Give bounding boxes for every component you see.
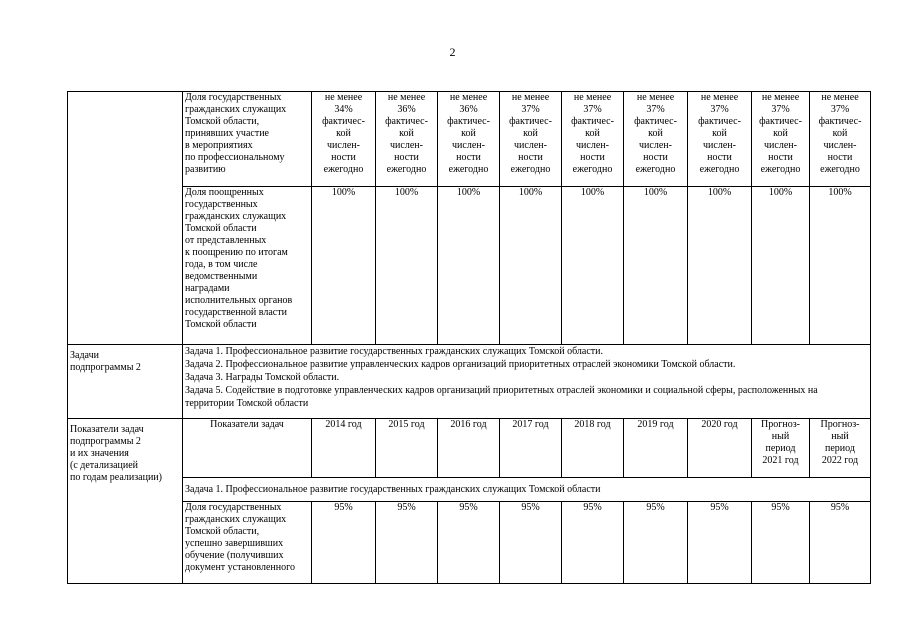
year-header: 2015 год (376, 419, 438, 478)
value-cell: 95% (562, 502, 624, 584)
indicators-label: Показатели задач подпрограммы 2 и их значения (с детализацией по годам реализации) (68, 419, 183, 584)
value-cell: 95% (810, 502, 871, 584)
value-cell: 100% (624, 187, 688, 345)
year-header: 2020 год (688, 419, 752, 478)
value-cell: не менее 36% фактичес- кой числен- ности ежегодно (376, 92, 438, 187)
passport-table (67, 91, 871, 584)
value-cell: 95% (376, 502, 438, 584)
value-cell: 100% (810, 187, 871, 345)
year-header: 2014 год (312, 419, 376, 478)
task-item: Задача 5. Содействие в подготовке управленческих кадров организаций приоритетных отраслей экономики и социальной сферы, расположенных на территории Томской области (185, 385, 818, 409)
year-header: 2018 год (562, 419, 624, 478)
value-cell: не менее 37% фактичес- кой числен- ности ежегодно (624, 92, 688, 187)
empty-label-cell (68, 92, 183, 345)
value-cell: 95% (438, 502, 500, 584)
value-cell: 95% (500, 502, 562, 584)
year-header: 2019 год (624, 419, 688, 478)
indicators-header-row (68, 419, 871, 478)
value-cell: не менее 37% фактичес- кой числен- ности ежегодно (810, 92, 871, 187)
page-number: 2 (449, 45, 456, 59)
value-cell: 95% (688, 502, 752, 584)
indicator-name: Доля государственных гражданских служащих Томской области, успешно завершивших обучение (получивших документ установленного (183, 502, 312, 584)
value-cell: 100% (312, 187, 376, 345)
value-cell: не менее 37% фактичес- кой числен- ности ежегодно (752, 92, 810, 187)
value-cell: 100% (688, 187, 752, 345)
year-header: Прогноз- ный период 2022 год (810, 419, 871, 478)
value-cell: не менее 37% фактичес- кой числен- ности ежегодно (688, 92, 752, 187)
year-header: 2017 год (500, 419, 562, 478)
value-cell: не менее 37% фактичес- кой числен- ности ежегодно (562, 92, 624, 187)
table-row (68, 502, 871, 584)
value-cell: 100% (500, 187, 562, 345)
value-cell: не менее 37% фактичес- кой числен- ности ежегодно (500, 92, 562, 187)
column-header: Показатели задач (183, 419, 312, 478)
table-row (68, 92, 871, 187)
task-heading-row (68, 478, 871, 502)
task-item: Задача 3. Награды Томской области. (185, 372, 340, 383)
indicator-name: Доля поощренных государственных гражданских служащих Томской области от представленных к поощрению по итогам года, в том числе ведомственными наградами исполнительных органов государственной власти Томской области (183, 187, 312, 345)
task-item: Задача 1. Профессиональное развитие государственных гражданских служащих Томской области. (185, 346, 603, 357)
value-cell: 100% (438, 187, 500, 345)
tasks-row (68, 345, 871, 419)
task-item: Задача 2. Профессиональное развитие управленческих кадров организаций приоритетных отраслей экономики Томской области. (185, 359, 736, 370)
value-cell: не менее 34% фактичес- кой числен- ности ежегодно (312, 92, 376, 187)
tasks-label: Задачи подпрограммы 2 (68, 345, 183, 419)
value-cell: 95% (624, 502, 688, 584)
value-cell: 95% (752, 502, 810, 584)
year-header: Прогноз- ный период 2021 год (752, 419, 810, 478)
value-cell: 95% (312, 502, 376, 584)
value-cell: 100% (752, 187, 810, 345)
year-header: 2016 год (438, 419, 500, 478)
table-row (68, 187, 871, 345)
value-cell: 100% (376, 187, 438, 345)
tasks-list (183, 345, 871, 419)
task-heading: Задача 1. Профессиональное развитие государственных гражданских служащих Томской области (183, 478, 871, 502)
value-cell: не менее 36% фактичес- кой числен- ности ежегодно (438, 92, 500, 187)
value-cell: 100% (562, 187, 624, 345)
indicator-name: Доля государственных гражданских служащих Томской области, принявших участие в мероприятиях по профессиональному развитию (183, 92, 312, 187)
